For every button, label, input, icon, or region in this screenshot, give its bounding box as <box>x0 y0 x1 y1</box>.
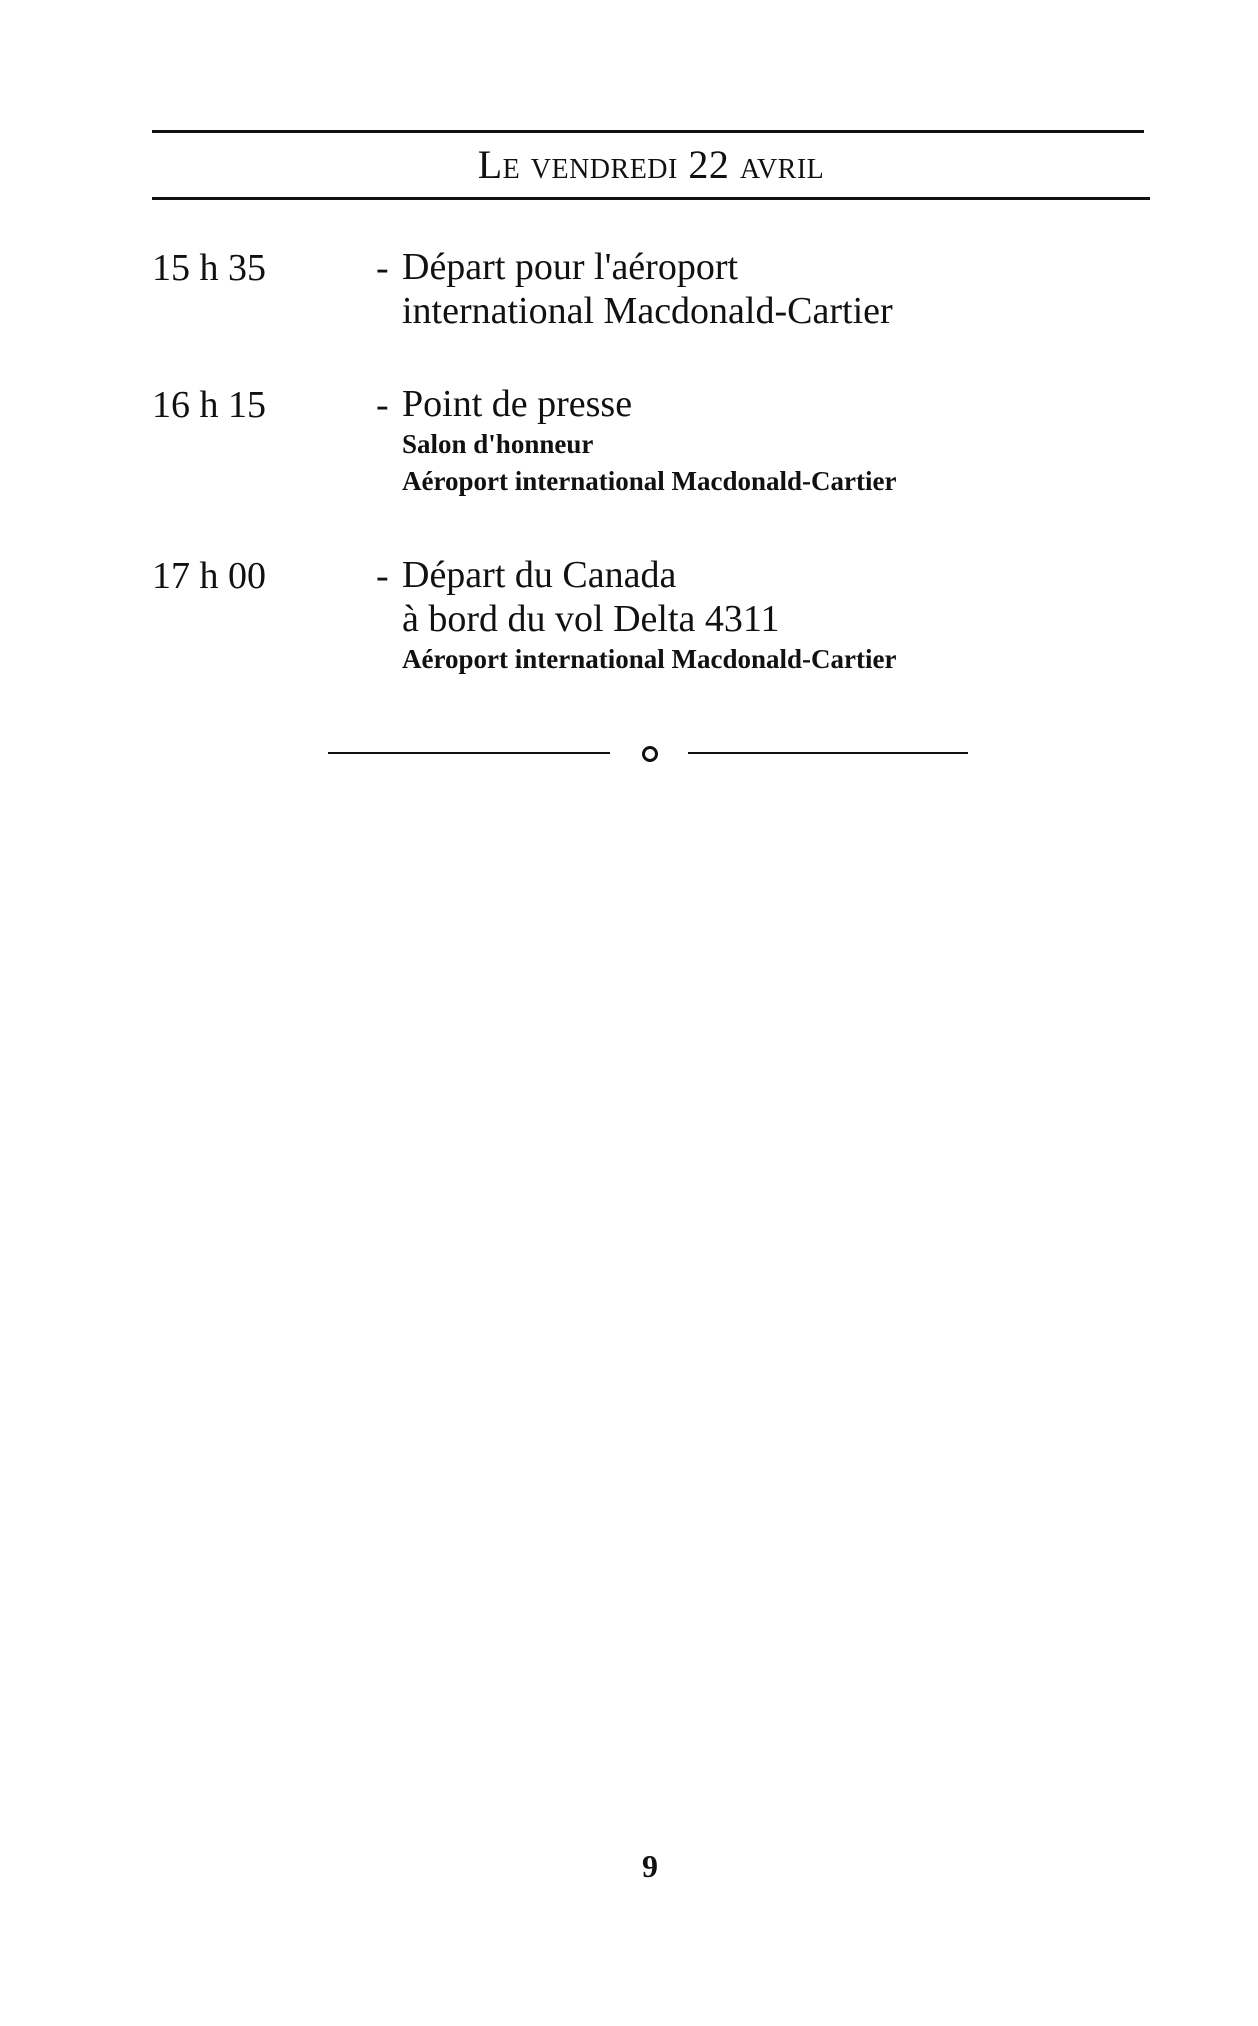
entry-main-line: Point de presse <box>402 383 633 425</box>
entry-main-line: à bord du vol Delta 4311 <box>402 598 780 640</box>
header-rule-top <box>152 130 1144 133</box>
entry-dash: - <box>376 384 389 426</box>
entry-location-line: Aéroport international Macdonald-Cartier <box>402 644 897 674</box>
page-number: 9 <box>642 1848 658 1884</box>
section-separator <box>328 738 968 768</box>
schedule-time: 15 h 35 <box>152 247 266 289</box>
entry-text <box>402 382 1162 500</box>
entry-location-line: Aéroport international Macdonald-Cartier <box>402 466 897 496</box>
schedule-time: 17 h 00 <box>152 555 266 597</box>
entry-main-line: Départ pour l'aéroport <box>402 246 739 288</box>
entry-main-line: Départ du Canada <box>402 554 677 596</box>
header-rule-bottom <box>152 197 1150 200</box>
schedule-time: 16 h 15 <box>152 384 266 426</box>
separator-line-left <box>328 752 610 754</box>
page-title: Le vendredi 22 avril <box>477 142 825 187</box>
entry-dash: - <box>376 247 389 289</box>
entry-text <box>402 245 1162 333</box>
entry-dash: - <box>376 555 389 597</box>
entry-text <box>402 553 1162 678</box>
entry-location-line: Salon d'honneur <box>402 429 594 459</box>
separator-ornament-icon <box>642 746 658 762</box>
separator-line-right <box>688 752 968 754</box>
entry-main-line: international Macdonald-Cartier <box>402 290 893 332</box>
